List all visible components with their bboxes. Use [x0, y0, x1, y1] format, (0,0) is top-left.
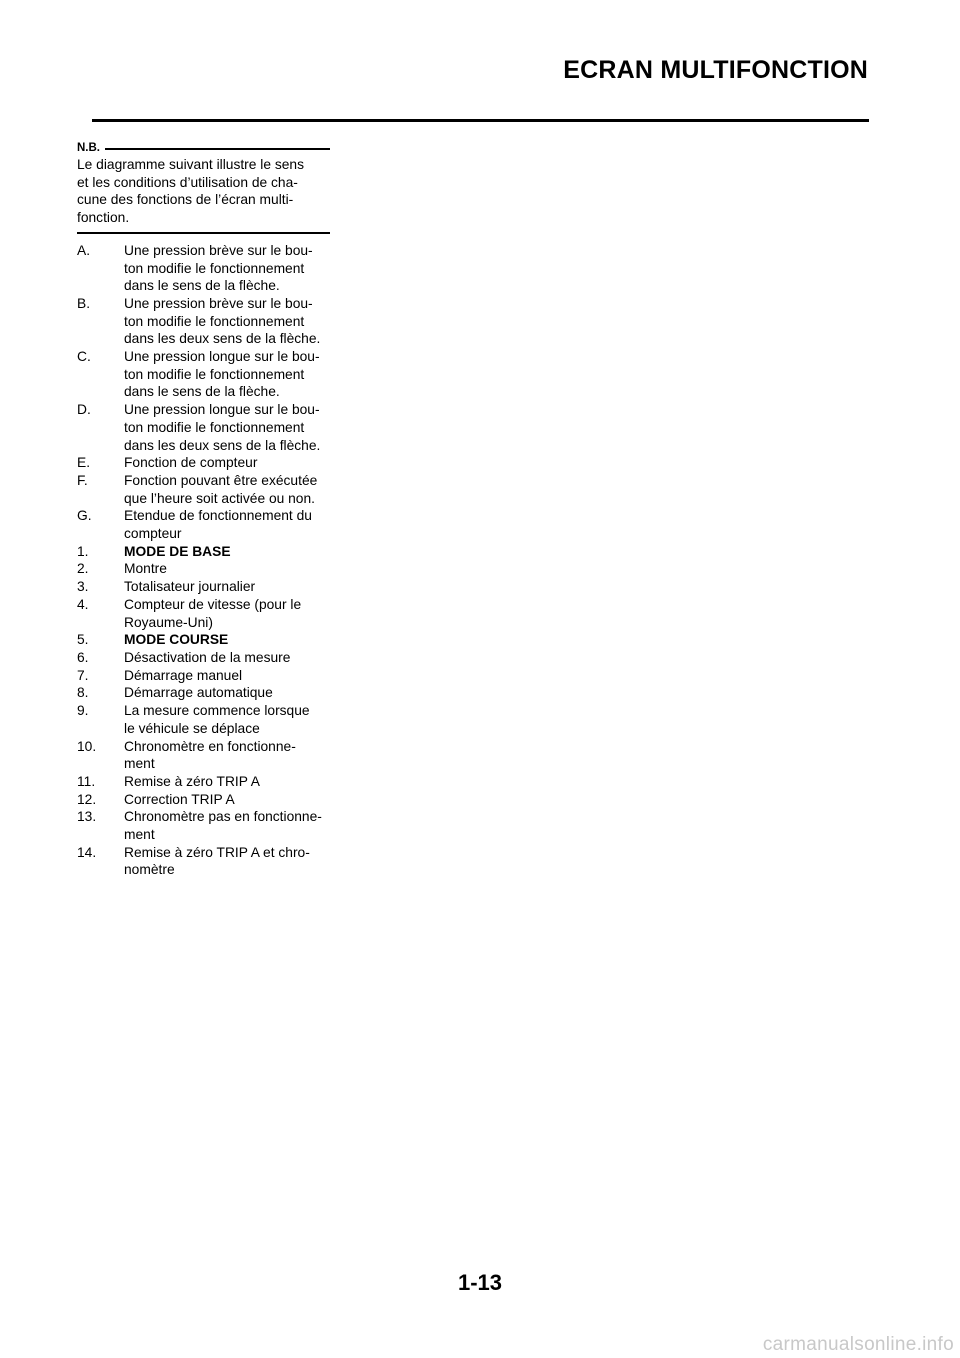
- legend-line: MODE COURSE: [124, 632, 229, 648]
- legend-line: ton modifie le fonctionnement: [124, 260, 305, 276]
- legend-text: [124, 472, 330, 507]
- legend-line: Démarrage automatique: [124, 685, 273, 701]
- legend-key: G.: [77, 508, 92, 524]
- legend-key: 14.: [77, 844, 97, 860]
- legend-item: [77, 649, 330, 667]
- legend-line: dans le sens de la flèche.: [124, 384, 280, 400]
- legend-text: [124, 454, 330, 472]
- legend-text: [124, 702, 330, 737]
- legend-line: Chronomètre pas en fonctionne-: [124, 809, 322, 825]
- legend-line: ton modifie le fonctionnement: [124, 366, 305, 382]
- legend-item: [77, 791, 330, 809]
- legend-line: Totalisateur journalier: [124, 579, 256, 595]
- legend-item: [77, 667, 330, 685]
- legend-item: [77, 773, 330, 791]
- legend-line: ment: [124, 827, 155, 843]
- legend-item: [77, 631, 330, 649]
- legend-item: [77, 702, 330, 737]
- legend-item: [77, 844, 330, 879]
- legend-line: Royaume-Uni): [124, 614, 213, 630]
- note-bottom-rule: [77, 232, 330, 234]
- legend-line: Chronomètre en fonctionne-: [124, 738, 296, 754]
- legend-key: 12.: [77, 791, 97, 807]
- legend-text: [124, 631, 330, 649]
- legend-key: 1.: [77, 543, 89, 559]
- legend-line: Compteur de vitesse (pour le: [124, 596, 302, 612]
- page-number: 1-13: [457, 1270, 503, 1295]
- legend-line: Remise à zéro TRIP A: [124, 773, 260, 789]
- legend-key: 6.: [77, 649, 89, 665]
- legend-line: Etendue de fonctionnement du: [124, 508, 312, 524]
- legend-item: [77, 454, 330, 472]
- legend-text: [124, 401, 330, 454]
- legend-text: [124, 773, 330, 791]
- legend-key: 5.: [77, 632, 89, 648]
- legend-line: Montre: [124, 561, 167, 577]
- legend-item: [77, 560, 330, 578]
- page-title: ECRAN MULTIFONCTION: [563, 56, 868, 84]
- legend-line: ton modifie le fonctionnement: [124, 419, 305, 435]
- note-line: Le diagramme suivant illustre le sens: [77, 157, 304, 172]
- legend-text: [124, 507, 330, 542]
- legend-line: dans les deux sens de la flèche.: [124, 437, 321, 453]
- note-line: fonction.: [77, 210, 130, 226]
- note-label: N.B.: [77, 142, 100, 154]
- legend-key: 11.: [77, 773, 96, 789]
- legend-item: [77, 401, 330, 454]
- legend-text: [124, 242, 330, 295]
- legend-line: Remise à zéro TRIP A et chro-: [124, 844, 310, 860]
- legend-line: La mesure commence lorsque: [124, 703, 310, 719]
- legend-key: 13.: [77, 809, 97, 825]
- legend-line: dans le sens de la flèche.: [124, 278, 280, 294]
- legend-item: [77, 348, 330, 401]
- legend-key: 7.: [77, 667, 89, 683]
- legend-line: dans les deux sens de la flèche.: [124, 331, 321, 347]
- note-header: [77, 140, 330, 156]
- legend-item: [77, 684, 330, 702]
- legend-text: [124, 560, 330, 578]
- legend-item: [77, 295, 330, 348]
- content-column: [77, 140, 330, 879]
- legend-text: [124, 578, 330, 596]
- legend-text: [124, 649, 330, 667]
- legend-text: [124, 684, 330, 702]
- legend-item: [77, 578, 330, 596]
- legend-text: [124, 543, 330, 561]
- legend-key: F.: [77, 472, 88, 488]
- legend-item: [77, 596, 330, 631]
- legend-item: [77, 543, 330, 561]
- note-header-rule: [105, 148, 330, 150]
- note-text: [77, 156, 330, 227]
- legend-line: ton modifie le fonctionnement: [124, 313, 305, 329]
- legend-item: [77, 472, 330, 507]
- legend-text: [124, 791, 330, 809]
- legend-key: 9.: [77, 703, 89, 719]
- note-box: [77, 140, 330, 234]
- legend-item: [77, 808, 330, 843]
- legend-key: 4.: [77, 596, 89, 612]
- legend-item: [77, 738, 330, 773]
- legend-line: Démarrage manuel: [124, 667, 243, 683]
- legend-key: D.: [77, 402, 91, 418]
- legend-line: ment: [124, 756, 155, 772]
- legend-key: 10.: [77, 738, 97, 754]
- legend-text: [124, 348, 330, 401]
- legend-text: [124, 738, 330, 773]
- watermark: carmanualsonline.info: [762, 1334, 954, 1355]
- legend-key: 2.: [77, 561, 89, 577]
- note-line: et les conditions d’utilisation de cha-: [77, 174, 298, 190]
- legend-text: [124, 295, 330, 348]
- legend-text: [124, 844, 330, 879]
- legend-line: que l’heure soit activée ou non.: [124, 490, 315, 506]
- legend-key: A.: [77, 242, 91, 258]
- legend-key: 3.: [77, 579, 89, 595]
- legend-key: E.: [77, 455, 91, 471]
- legend-key: C.: [77, 349, 91, 365]
- legend-line: Une pression brève sur le bou-: [124, 242, 313, 258]
- legend-item: [77, 242, 330, 295]
- legend-list: [77, 242, 330, 879]
- header-rule: [92, 119, 869, 122]
- legend-line: Correction TRIP A: [124, 791, 235, 807]
- legend-line: Une pression longue sur le bou-: [124, 402, 320, 418]
- legend-line: Fonction pouvant être exécutée: [124, 472, 318, 488]
- note-line: cune des fonctions de l’écran multi-: [77, 192, 294, 208]
- legend-key: 8.: [77, 685, 89, 701]
- legend-line: Une pression brève sur le bou-: [124, 295, 313, 311]
- legend-line: Une pression longue sur le bou-: [124, 349, 320, 365]
- legend-line: MODE DE BASE: [124, 543, 231, 559]
- legend-text: [124, 596, 330, 631]
- legend-line: Désactivation de la mesure: [124, 649, 291, 665]
- legend-text: [124, 667, 330, 685]
- legend-line: nomètre: [124, 862, 175, 878]
- legend-line: le véhicule se déplace: [124, 720, 260, 736]
- legend-text: [124, 808, 330, 843]
- legend-line: compteur: [124, 526, 182, 542]
- legend-key: B.: [77, 295, 91, 311]
- legend-line: Fonction de compteur: [124, 455, 258, 471]
- legend-item: [77, 507, 330, 542]
